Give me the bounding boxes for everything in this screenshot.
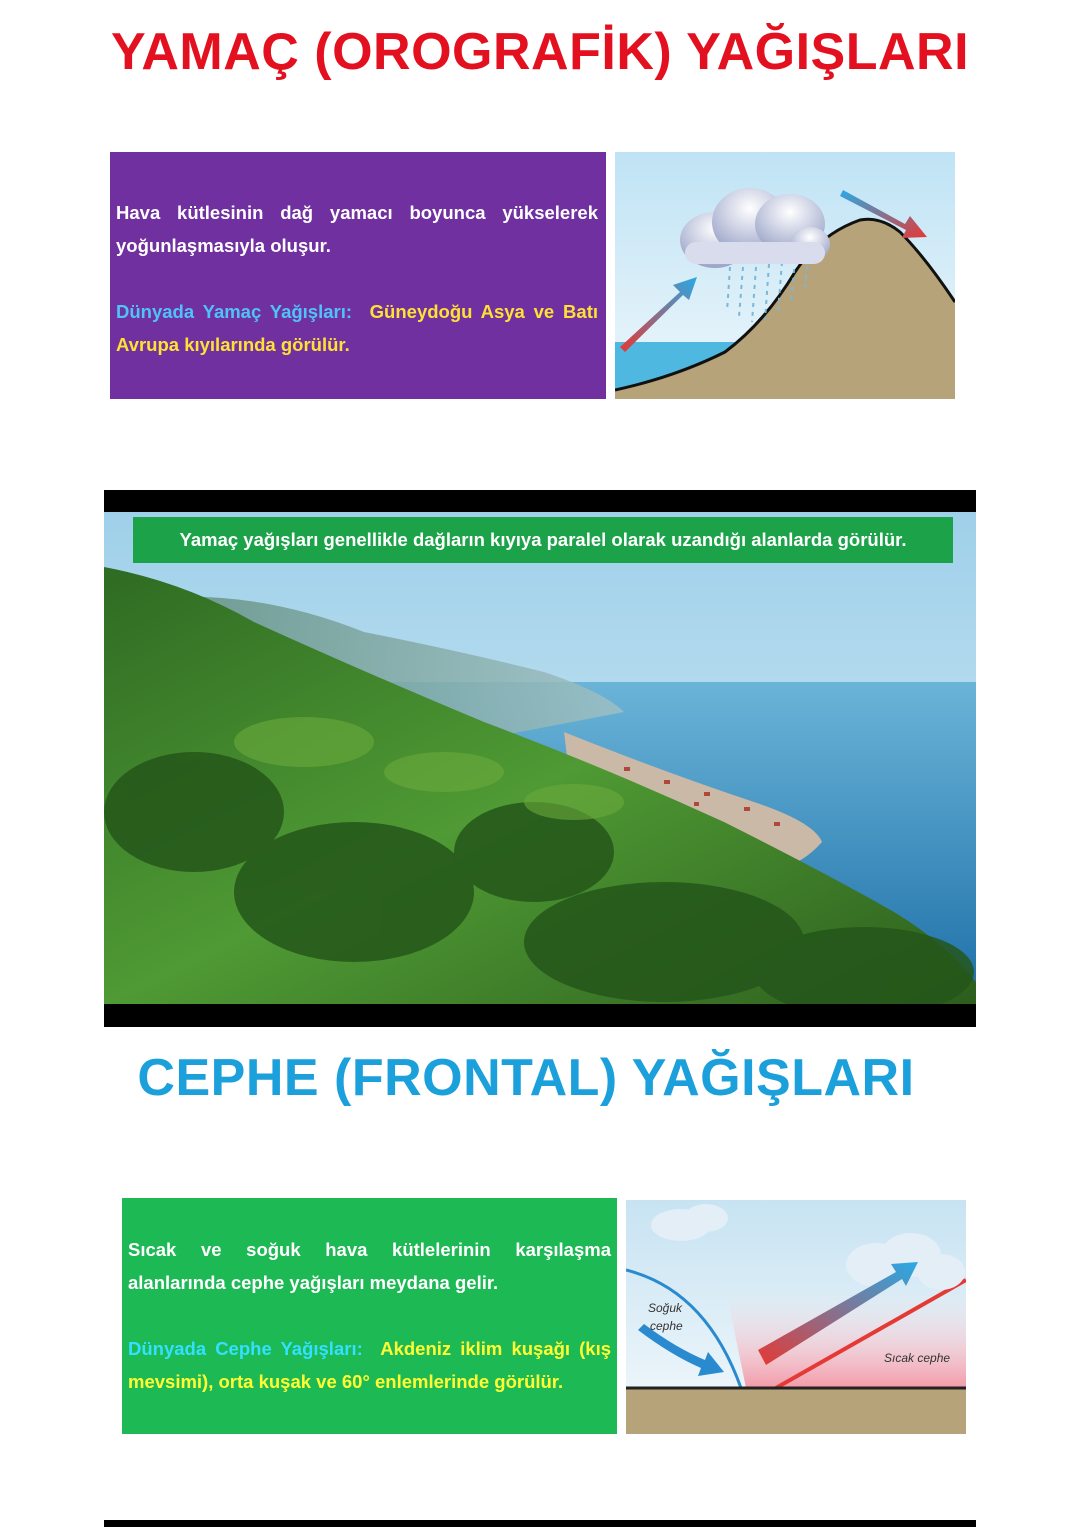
orographic-rain-diagram-icon: [615, 152, 955, 399]
frontal-rain-diagram-icon: [626, 1200, 966, 1434]
orographic-world-regions: Güneydoğu Asya ve Batı Avrupa kıyılarında görülür.: [116, 301, 598, 355]
section2-title: CEPHE (FRONTAL) YAĞIŞLARI: [137, 1049, 915, 1107]
orographic-info-box: [110, 152, 606, 399]
frontal-info-box: [122, 1198, 617, 1434]
section1-title: YAMAÇ (OROGRAFİK) YAĞIŞLARI: [110, 23, 970, 81]
cold-front-label-2: cephe: [650, 1319, 683, 1333]
frontal-world-label: Dünyada Cephe Yağışları:: [128, 1338, 363, 1359]
frontal-world-text: [128, 1332, 611, 1398]
cold-front-label-1: Soğuk: [648, 1301, 683, 1315]
orographic-world-label: Dünyada Yamaç Yağışları:: [116, 301, 353, 322]
warm-front-label: Sıcak cephe: [884, 1351, 951, 1365]
frontal-world-regions: Akdeniz iklim kuşağı (kış mevsimi), orta kuşak ve 60° enlemlerinde görülür.: [128, 1338, 612, 1392]
bottom-divider: [104, 1520, 976, 1527]
coastal-mountain-photo: [104, 512, 976, 1004]
orographic-description: Hava kütlesinin dağ yamacı boyunca yükselerek yoğunlaşmasıyla oluşur.: [116, 202, 598, 256]
orographic-world-text: [116, 295, 598, 361]
frontal-description: Sıcak ve soğuk hava kütlelerinin karşılaşma alanlarında cephe yağışları meydana gelir.: [128, 1239, 611, 1293]
photo-caption-banner: Yamaç yağışları genellikle dağların kıyıya paralel olarak uzandığı alanlarda görülür.: [133, 517, 953, 563]
